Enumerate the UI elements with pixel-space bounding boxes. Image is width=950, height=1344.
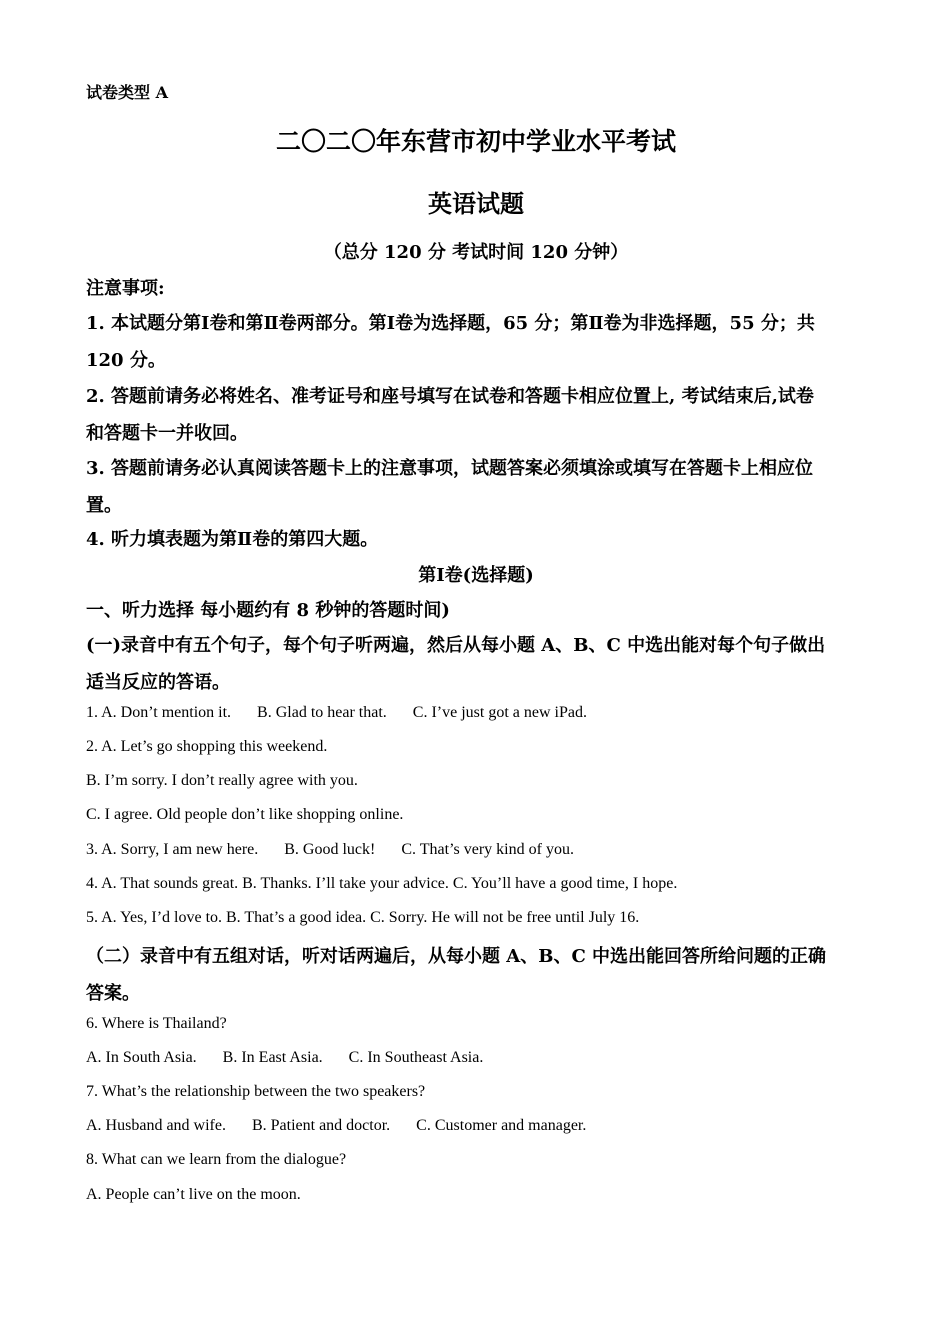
q1-option-a: 1. A. Don’t mention it. xyxy=(86,704,232,721)
page-title: 二〇二〇年东营市初中学业水平考试 xyxy=(275,127,676,156)
q3-option-b: B. Good luck! xyxy=(284,841,376,858)
part1-heading: 第Ⅰ卷(选择题) xyxy=(418,565,534,586)
q8-option-a: A. People can’t live on the moon. xyxy=(86,1186,301,1203)
q2-option-c: C. I agree. Old people don’t like shopping online. xyxy=(86,806,404,823)
question-6: 6. Where is Thailand? xyxy=(86,1015,227,1032)
q7-option-c: C. Customer and manager. xyxy=(416,1117,587,1134)
notice-line: 120 分。 xyxy=(86,350,166,371)
q6-option-c: C. In Southeast Asia. xyxy=(348,1049,484,1066)
sub1-instruction: (一)录音中有五个句子，每个句子听两遍，然后从每小题 A、B、C 中选出能对每个句子做出 xyxy=(86,635,826,656)
notice-line: 和答题卡一并收回。 xyxy=(86,423,248,444)
sub2-instruction: （二）录音中有五组对话，听对话两遍后，从每小题 A、B、C 中选出能回答所给问题的正确 xyxy=(86,946,827,967)
notice-line: 2. 答题前请务必将姓名、准考证号和座号填写在试卷和答题卡相应位置上, 考试结束后,试卷 xyxy=(86,386,814,407)
notice-line: 3. 答题前请务必认真阅读答题卡上的注意事项，试题答案必须填涂或填写在答题卡上相应位 xyxy=(86,458,814,479)
q2-option-a: 2. A. Let’s go shopping this weekend. xyxy=(86,738,328,755)
q1-option-c: C. I’ve just got a new iPad. xyxy=(412,704,587,721)
question-7: 7. What’s the relationship between the two speakers? xyxy=(86,1083,426,1100)
notice-line: 1. 本试题分第Ⅰ卷和第Ⅱ卷两部分。第Ⅰ卷为选择题，65 分；第Ⅱ卷为非选择题，55 分；共 xyxy=(86,313,815,334)
q2-option-b: B. I’m sorry. I don’t really agree with you. xyxy=(86,772,358,789)
page-subtitle: 英语试题 xyxy=(428,189,524,218)
question-8: 8. What can we learn from the dialogue? xyxy=(86,1151,347,1168)
q3-option-c: C. That’s very kind of you. xyxy=(401,841,574,858)
question-5: 5. A. Yes, I’d love to. B. That’s a good idea. C. Sorry. He will not be free until July 16. xyxy=(86,909,640,926)
notice-heading: 注意事项: xyxy=(86,278,165,299)
notice-line: 置。 xyxy=(86,495,122,516)
question-7-options xyxy=(86,1117,586,1135)
q7-option-b: B. Patient and doctor. xyxy=(251,1117,391,1134)
score-info: （总分 120 分 考试时间 120 分钟） xyxy=(323,242,629,263)
q6-option-a: A. In South Asia. xyxy=(86,1049,197,1066)
question-1 xyxy=(86,704,587,722)
notice-line: 4. 听力填表题为第Ⅱ卷的第四大题。 xyxy=(86,529,379,550)
q7-option-a: A. Husband and wife. xyxy=(86,1117,226,1134)
q6-option-b: B. In East Asia. xyxy=(222,1049,323,1066)
section1-heading: 一、听力选择 每小题约有 8 秒钟的答题时间) xyxy=(86,600,450,621)
question-6-options xyxy=(86,1049,483,1067)
sub1-instruction: 适当反应的答语。 xyxy=(86,672,230,693)
question-3 xyxy=(86,841,574,859)
sub2-instruction: 答案。 xyxy=(86,983,140,1004)
q1-option-b: B. Glad to hear that. xyxy=(257,704,387,721)
paper-type-label: 试卷类型 A xyxy=(86,83,168,102)
question-4: 4. A. That sounds great. B. Thanks. I’ll take your advice. C. You’ll have a good time, I hope. xyxy=(86,875,678,892)
q3-option-a: 3. A. Sorry, I am new here. xyxy=(86,841,259,858)
